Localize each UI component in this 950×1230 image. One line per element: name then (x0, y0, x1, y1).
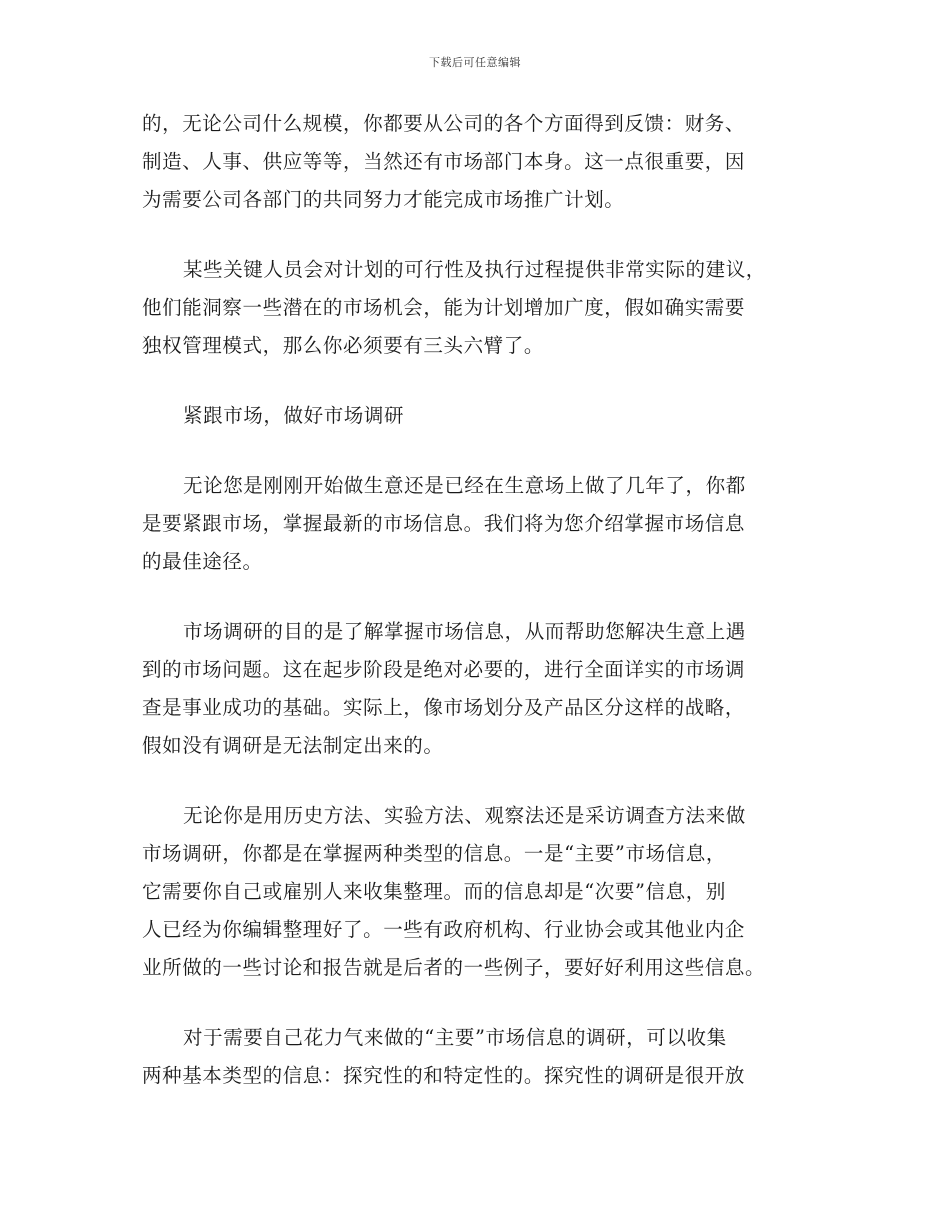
text-line: 业所做的一些讨论和报告就是后者的一些例子，要好好利用这些信息。 (142, 956, 766, 979)
text-line: 市场调研的目的是了解掌握市场信息，从而帮助您解决生意上遇 (183, 620, 746, 643)
text-line: 无论你是用历史方法、实验方法、观察法还是采访调查方法来做 (183, 804, 746, 827)
text-line: 它需要你自己或雇别人来收集整理。而的信息却是“次要”信息，别 (142, 880, 726, 903)
paragraph (142, 251, 810, 365)
text-line: 是要紧跟市场，掌握最新的市场信息。我们将为您介绍掌握市场信息 (142, 512, 746, 535)
text-line: 到的市场问题。这在起步阶段是绝对必要的，进行全面详实的市场调 (142, 658, 746, 681)
text-line: 假如没有调研是无法制定出来的。 (142, 734, 444, 757)
text-line: 紧跟市场，做好市场调研 (183, 404, 405, 427)
paragraph (142, 105, 810, 219)
text-line: 的，无论公司什么规模，你都要从公司的各个方面得到反馈：财务、 (142, 112, 746, 135)
text-line: 无论您是刚刚开始做生意还是已经在生意场上做了几年了，你都 (183, 474, 746, 497)
text-line: 查是事业成功的基础。实际上，像市场划分及产品区分这样的战略， (142, 696, 746, 719)
text-line: 他们能洞察一些潜在的市场机会，能为计划增加广度，假如确实需要 (142, 296, 746, 319)
text-line: 人已经为你编辑整理好了。一些有政府机构、行业协会或其他业内企 (142, 918, 746, 941)
document-body (142, 105, 810, 1127)
paragraph (142, 1019, 810, 1095)
paragraph (142, 467, 810, 581)
page-header: 下载后可任意编辑 (429, 56, 521, 69)
paragraph (142, 613, 810, 765)
section-heading (142, 397, 810, 435)
text-line: 市场调研，你都是在掌握两种类型的信息。一是“主要”市场信息， (142, 842, 726, 865)
text-line: 制造、人事、供应等等，当然还有市场部门本身。这一点很重要，因 (142, 150, 746, 173)
paragraph (142, 797, 810, 987)
text-line: 两种基本类型的信息：探究性的和特定性的。探究性的调研是很开放 (142, 1064, 746, 1087)
text-line: 对于需要自己花力气来做的“主要”市场信息的调研，可以收集 (183, 1026, 727, 1049)
text-line: 独权管理模式，那么你必须要有三头六臂了。 (142, 334, 545, 357)
text-line: 的最佳途径。 (142, 550, 263, 573)
text-line: 为需要公司各部门的共同努力才能完成市场推广计划。 (142, 188, 625, 211)
text-line: 某些关键人员会对计划的可行性及执行过程提供非常实际的建议， (183, 258, 766, 281)
